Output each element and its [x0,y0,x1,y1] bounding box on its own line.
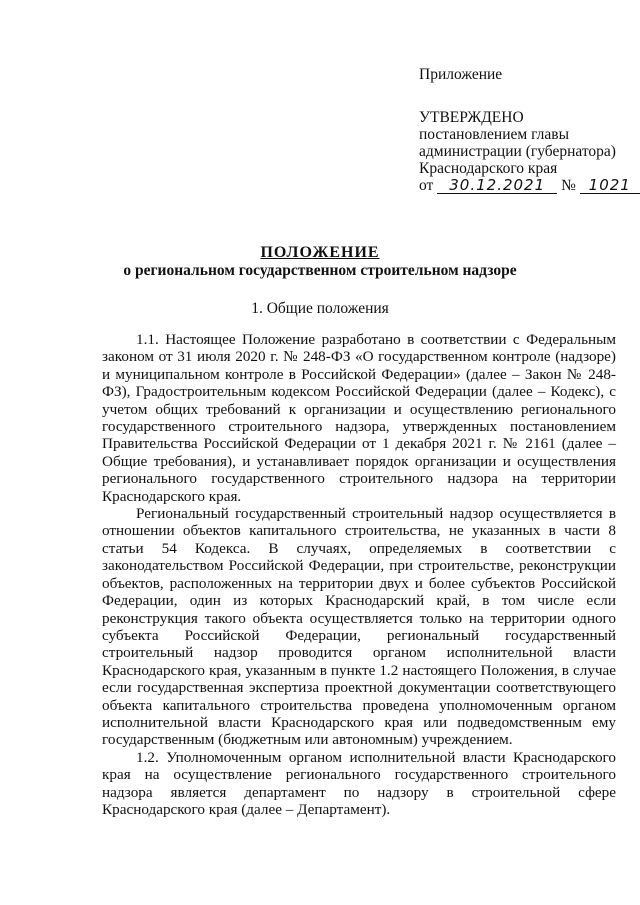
approval-number: 1021 [580,178,640,194]
approval-block [419,66,640,194]
annex-label: Приложение [419,66,503,83]
date-prefix: от [419,177,434,194]
section-heading: 1. Общие положения [251,300,389,317]
approval-line-2: администрации (губернатора) [419,143,616,160]
paragraph-1-2: 1.2. Уполномоченным органом исполнительной власти Краснодарского края на осуществление регионального государственного строительного надзора является департамент по надзору в строительной сфере Краснодарского края (далее – Департамент). [102,748,616,818]
approval-date-line [419,177,640,194]
approval-line-1: постановлением главы [419,126,569,143]
approval-line-3: Краснодарского края [419,160,558,177]
approval-date: 30.12.2021 [437,178,557,194]
document-body [102,331,616,818]
document-title: ПОЛОЖЕНИЕ [260,244,380,261]
document-subtitle: о региональном государственном строительном надзоре [123,262,517,279]
paragraph-1-1-continued: Региональный государственный строительный надзор осуществляется в отношении объектов капитального строительства, не указанных в части 8 статьи 54 Кодекса. В случаях, определяемых в соответствии с законодательством Российской Федерации, при строительстве, реконструкции объектов, расположенных на территории двух и более субъектов Российской Федерации, один из которых Краснодарский край, в том числе если реконструкция такого объекта осуществляется только на территории одного субъекта Российской Федерации, региональный государственный строительный надзор проводится органом исполнительной власти Краснодарского края, указанным в пункте 1.2 настоящего Положения, в случае если государственная экспертиза проектной документации соответствующего объекта капитального строительства проведена уполномоченным органом исполнительной власти Краснодарского края или подведомственным ему государственным (бюджетным или автономным) учреждением. [102,505,616,749]
number-prefix: № [561,177,576,194]
approved-label: УТВЕРЖДЕНО [419,109,524,126]
paragraph-1-1: 1.1. Настоящее Положение разработано в соответствии с Федеральным законом от 31 июля 2020 г. № 248-ФЗ «О государственном контроле (надзоре) и муниципальном контроле в Российской Федерации» (далее – Закон № 248-ФЗ), Градостроительным кодексом Российской Федерации (далее – Кодекс), с учетом общих требований к организации и осуществлению регионального государственного строительного надзора, утвержденных постановлением Правительства Российской Федерации от 1 декабря 2021 г. № 2161 (далее – Общие требования), и устанавливает порядок организации и осуществления регионального государственного строительного надзора на территории Краснодарского края. [102,331,616,505]
